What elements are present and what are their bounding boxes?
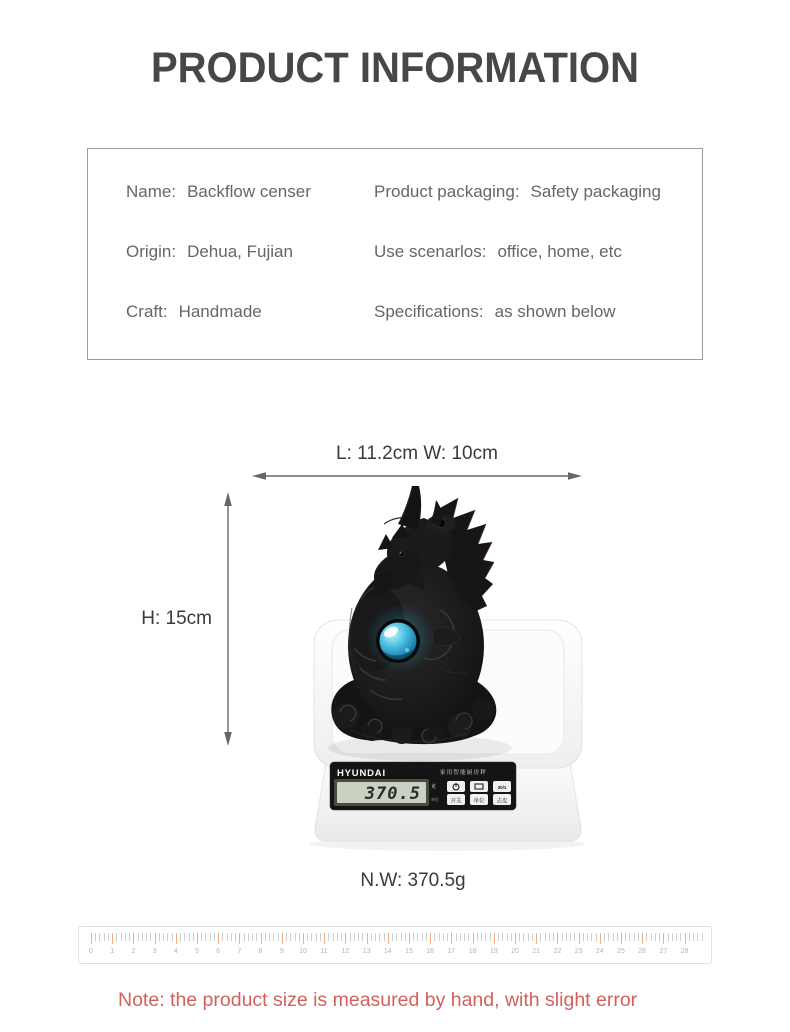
height-arrow xyxy=(220,490,236,748)
ruler-minor-tick xyxy=(150,933,151,941)
ruler-minor-tick xyxy=(256,933,257,941)
ruler-minor-tick xyxy=(180,933,181,941)
ruler-major-tick xyxy=(239,933,240,944)
ruler-number: 6 xyxy=(216,948,221,955)
ruler-number: 0 xyxy=(89,948,93,955)
ruler-number: 13 xyxy=(362,948,371,955)
ruler-minor-tick xyxy=(625,933,626,941)
ruler-minor-tick xyxy=(358,933,359,941)
ruler-major-tick xyxy=(155,933,156,944)
ruler-minor-tick xyxy=(405,933,406,941)
ruler-minor-tick xyxy=(201,933,202,941)
ruler-number: 8 xyxy=(258,948,263,955)
ruler-minor-tick xyxy=(362,933,363,941)
ruler-number: 1 xyxy=(110,948,115,955)
info-value: as shown below xyxy=(494,302,616,321)
ruler-major-tick xyxy=(112,933,113,944)
tare-button-label: 去皮 xyxy=(496,798,508,805)
ruler-minor-tick xyxy=(184,933,185,941)
ruler-minor-tick xyxy=(104,933,105,941)
info-value: Backflow censer xyxy=(187,182,311,201)
blue-orb xyxy=(380,623,417,660)
ruler-minor-tick xyxy=(108,933,109,941)
ruler-number: 16 xyxy=(426,948,435,955)
ruler-major-tick xyxy=(409,933,410,944)
ruler-number: 14 xyxy=(383,948,392,955)
ruler-minor-tick xyxy=(570,933,571,941)
ruler-number: 15 xyxy=(405,948,413,955)
ruler-minor-tick xyxy=(507,933,508,941)
panel-chinese-text: 家用智能厨房秤 xyxy=(440,770,487,776)
ruler-minor-tick xyxy=(189,933,190,941)
info-value: office, home, etc xyxy=(497,242,622,261)
info-label: Product packaging: xyxy=(374,182,520,201)
ruler-minor-tick xyxy=(163,933,164,941)
ruler-minor-tick xyxy=(333,933,334,941)
ruler-minor-tick xyxy=(422,933,423,941)
ruler-minor-tick xyxy=(193,933,194,941)
ruler-major-tick xyxy=(218,933,219,944)
ruler-minor-tick xyxy=(456,933,457,941)
ruler-minor-tick xyxy=(693,933,694,941)
ruler-minor-tick xyxy=(574,933,575,941)
ruler-minor-tick xyxy=(286,933,287,941)
ruler-minor-tick xyxy=(142,933,143,941)
ruler-minor-tick xyxy=(214,933,215,941)
weight-readout: 370.5 xyxy=(364,784,421,804)
ruler-number: 27 xyxy=(659,948,668,955)
ruler-major-tick xyxy=(282,933,283,944)
ruler-major-tick xyxy=(557,933,558,944)
power-button-label: 开关 xyxy=(450,798,462,805)
ruler-minor-tick xyxy=(337,933,338,941)
ruler-major-tick xyxy=(642,933,643,944)
ruler-major-tick xyxy=(176,933,177,944)
ruler-minor-tick xyxy=(481,933,482,941)
ruler-major-tick xyxy=(388,933,389,944)
unit-sub-text: 单位 xyxy=(431,797,439,802)
ruler-number: 20 xyxy=(511,948,519,955)
ruler-minor-tick xyxy=(613,933,614,941)
ruler-minor-tick xyxy=(290,933,291,941)
ruler-minor-tick xyxy=(295,933,296,941)
info-cell-packaging xyxy=(374,182,661,202)
ruler-minor-tick xyxy=(172,933,173,941)
ruler-minor-tick xyxy=(485,933,486,941)
ruler-minor-tick xyxy=(460,933,461,941)
ruler-minor-tick xyxy=(99,933,100,941)
ruler-number: 22 xyxy=(553,948,562,955)
scale-panel xyxy=(330,762,516,810)
ruler-minor-tick xyxy=(248,933,249,941)
info-row xyxy=(126,282,702,342)
ruler-minor-tick xyxy=(680,933,681,941)
brand-text: HYUNDAI xyxy=(337,768,386,779)
ruler-major-tick xyxy=(261,933,262,944)
ruler-major-tick xyxy=(494,933,495,944)
ruler-number: 3 xyxy=(152,948,157,955)
info-label: Specifications: xyxy=(374,302,484,321)
ruler-minor-tick xyxy=(426,933,427,941)
ruler-minor-tick xyxy=(596,933,597,941)
unit-key xyxy=(470,781,488,792)
ruler-number: 19 xyxy=(489,948,498,955)
tare-icon: 30/1 xyxy=(497,785,507,790)
ruler-minor-tick xyxy=(417,933,418,941)
ruler-minor-tick xyxy=(651,933,652,941)
ruler-minor-tick xyxy=(587,933,588,941)
ruler-minor-tick xyxy=(252,933,253,941)
ruler-minor-tick xyxy=(608,933,609,941)
ruler-minor-tick xyxy=(95,933,96,941)
ruler-minor-tick xyxy=(532,933,533,941)
ruler-number: 9 xyxy=(279,948,284,955)
ruler-major-tick xyxy=(345,933,346,944)
ruler-minor-tick xyxy=(210,933,211,941)
ruler-major-tick xyxy=(324,933,325,944)
info-value: Safety packaging xyxy=(530,182,661,201)
ruler-minor-tick xyxy=(668,933,669,941)
ruler-minor-tick xyxy=(519,933,520,941)
ruler-minor-tick xyxy=(659,933,660,941)
ruler-major-tick xyxy=(515,933,516,944)
ruler-major-tick xyxy=(621,933,622,944)
ruler-major-tick xyxy=(197,933,198,944)
ruler-minor-tick xyxy=(443,933,444,941)
ruler-minor-tick xyxy=(646,933,647,941)
ruler-minor-tick xyxy=(311,933,312,941)
info-cell-name xyxy=(126,182,374,202)
ruler-minor-tick xyxy=(553,933,554,941)
ruler-minor-tick xyxy=(167,933,168,941)
ruler-minor-tick xyxy=(379,933,380,941)
ruler-minor-tick xyxy=(434,933,435,941)
ruler-minor-tick xyxy=(299,933,300,941)
ruler-minor-tick xyxy=(384,933,385,941)
ruler-major-tick xyxy=(133,933,134,944)
ruler-minor-tick xyxy=(439,933,440,941)
info-label: Name: xyxy=(126,182,177,201)
info-value: Handmade xyxy=(178,302,262,321)
ruler-number: 18 xyxy=(468,948,477,955)
ruler-minor-tick xyxy=(498,933,499,941)
ruler-number: 4 xyxy=(173,948,178,955)
ruler-minor-tick xyxy=(629,933,630,941)
ruler-number: 7 xyxy=(237,948,242,955)
net-weight-label: N.W: 370.5g xyxy=(360,870,466,891)
ruler-minor-tick xyxy=(702,933,703,941)
ruler-major-tick xyxy=(451,933,452,944)
ruler-number: 25 xyxy=(617,948,625,955)
info-row xyxy=(126,162,702,222)
ruler-minor-tick xyxy=(545,933,546,941)
ruler xyxy=(78,926,712,964)
ruler-major-tick xyxy=(600,933,601,944)
ruler-ticks xyxy=(79,927,711,963)
ruler-major-tick xyxy=(663,933,664,944)
ruler-minor-tick xyxy=(138,933,139,941)
ruler-minor-tick xyxy=(371,933,372,941)
ruler-minor-tick xyxy=(502,933,503,941)
ruler-minor-tick xyxy=(205,933,206,941)
ruler-minor-tick xyxy=(447,933,448,941)
product-photo xyxy=(290,478,600,858)
ruler-minor-tick xyxy=(231,933,232,941)
info-label: Use scenarlos: xyxy=(374,242,487,261)
ruler-number: 28 xyxy=(680,948,689,955)
ruler-minor-tick xyxy=(375,933,376,941)
ruler-minor-tick xyxy=(307,933,308,941)
ruler-minor-tick xyxy=(617,933,618,941)
ruler-minor-tick xyxy=(523,933,524,941)
ruler-number: 26 xyxy=(638,948,647,955)
ruler-number: 21 xyxy=(532,948,541,955)
ruler-minor-tick xyxy=(676,933,677,941)
ruler-number: 11 xyxy=(320,948,328,955)
ruler-minor-tick xyxy=(269,933,270,941)
ruler-minor-tick xyxy=(638,933,639,941)
ruler-minor-tick xyxy=(413,933,414,941)
ruler-minor-tick xyxy=(125,933,126,941)
ruler-minor-tick xyxy=(689,933,690,941)
ruler-minor-tick xyxy=(477,933,478,941)
ruler-major-tick xyxy=(430,933,431,944)
width-dimension-label: L: 11.2cm W: 10cm xyxy=(336,443,498,464)
page-title: PRODUCT INFORMATION xyxy=(151,44,639,92)
info-cell-scenarios xyxy=(374,242,622,262)
ruler-minor-tick xyxy=(350,933,351,941)
ruler-minor-tick xyxy=(396,933,397,941)
height-dimension-label: H: 15cm xyxy=(141,608,212,629)
unit-button-label: 单位 xyxy=(473,798,485,805)
ruler-minor-tick xyxy=(604,933,605,941)
dragon-figurine xyxy=(331,486,496,744)
ruler-minor-tick xyxy=(540,933,541,941)
ruler-minor-tick xyxy=(634,933,635,941)
ruler-minor-tick xyxy=(328,933,329,941)
unit-gram-text: 克 xyxy=(431,784,437,790)
ruler-minor-tick xyxy=(392,933,393,941)
ruler-minor-tick xyxy=(528,933,529,941)
ruler-minor-tick xyxy=(655,933,656,941)
ruler-number: 10 xyxy=(299,948,307,955)
ruler-major-tick xyxy=(91,933,92,944)
ruler-major-tick xyxy=(367,933,368,944)
ruler-minor-tick xyxy=(566,933,567,941)
info-cell-origin xyxy=(126,242,374,262)
ruler-minor-tick xyxy=(146,933,147,941)
ruler-minor-tick xyxy=(227,933,228,941)
ruler-minor-tick xyxy=(116,933,117,941)
ruler-number: 12 xyxy=(341,948,350,955)
ruler-number: 24 xyxy=(595,948,604,955)
ruler-minor-tick xyxy=(265,933,266,941)
lcd-display xyxy=(334,779,429,806)
ruler-minor-tick xyxy=(320,933,321,941)
info-value: Dehua, Fujian xyxy=(187,242,293,261)
ruler-major-tick xyxy=(579,933,580,944)
ruler-minor-tick xyxy=(562,933,563,941)
ruler-minor-tick xyxy=(121,933,122,941)
ruler-minor-tick xyxy=(697,933,698,941)
ruler-minor-tick xyxy=(464,933,465,941)
ruler-major-tick xyxy=(303,933,304,944)
ruler-minor-tick xyxy=(549,933,550,941)
ruler-minor-tick xyxy=(468,933,469,941)
ruler-minor-tick xyxy=(591,933,592,941)
ruler-minor-tick xyxy=(583,933,584,941)
ruler-minor-tick xyxy=(672,933,673,941)
ruler-minor-tick xyxy=(316,933,317,941)
ruler-major-tick xyxy=(473,933,474,944)
info-row xyxy=(126,222,702,282)
ruler-minor-tick xyxy=(222,933,223,941)
ruler-number: 23 xyxy=(574,948,583,955)
product-info-box xyxy=(87,148,703,360)
ruler-minor-tick xyxy=(273,933,274,941)
ruler-minor-tick xyxy=(341,933,342,941)
ruler-number: 2 xyxy=(131,948,136,955)
note-text: Note: the product size is measured by hand, with slight error xyxy=(118,989,638,1011)
ruler-minor-tick xyxy=(354,933,355,941)
ruler-major-tick xyxy=(685,933,686,944)
ruler-minor-tick xyxy=(490,933,491,941)
ruler-minor-tick xyxy=(235,933,236,941)
info-cell-craft xyxy=(126,302,374,322)
ruler-minor-tick xyxy=(244,933,245,941)
ruler-minor-tick xyxy=(401,933,402,941)
info-label: Origin: xyxy=(126,242,177,261)
info-cell-specifications xyxy=(374,302,616,322)
ruler-number: 5 xyxy=(195,948,199,955)
ruler-minor-tick xyxy=(511,933,512,941)
ruler-major-tick xyxy=(536,933,537,944)
info-label: Craft: xyxy=(126,302,168,321)
ruler-minor-tick xyxy=(159,933,160,941)
ruler-minor-tick xyxy=(129,933,130,941)
ruler-number: 17 xyxy=(447,948,456,955)
ruler-minor-tick xyxy=(278,933,279,941)
